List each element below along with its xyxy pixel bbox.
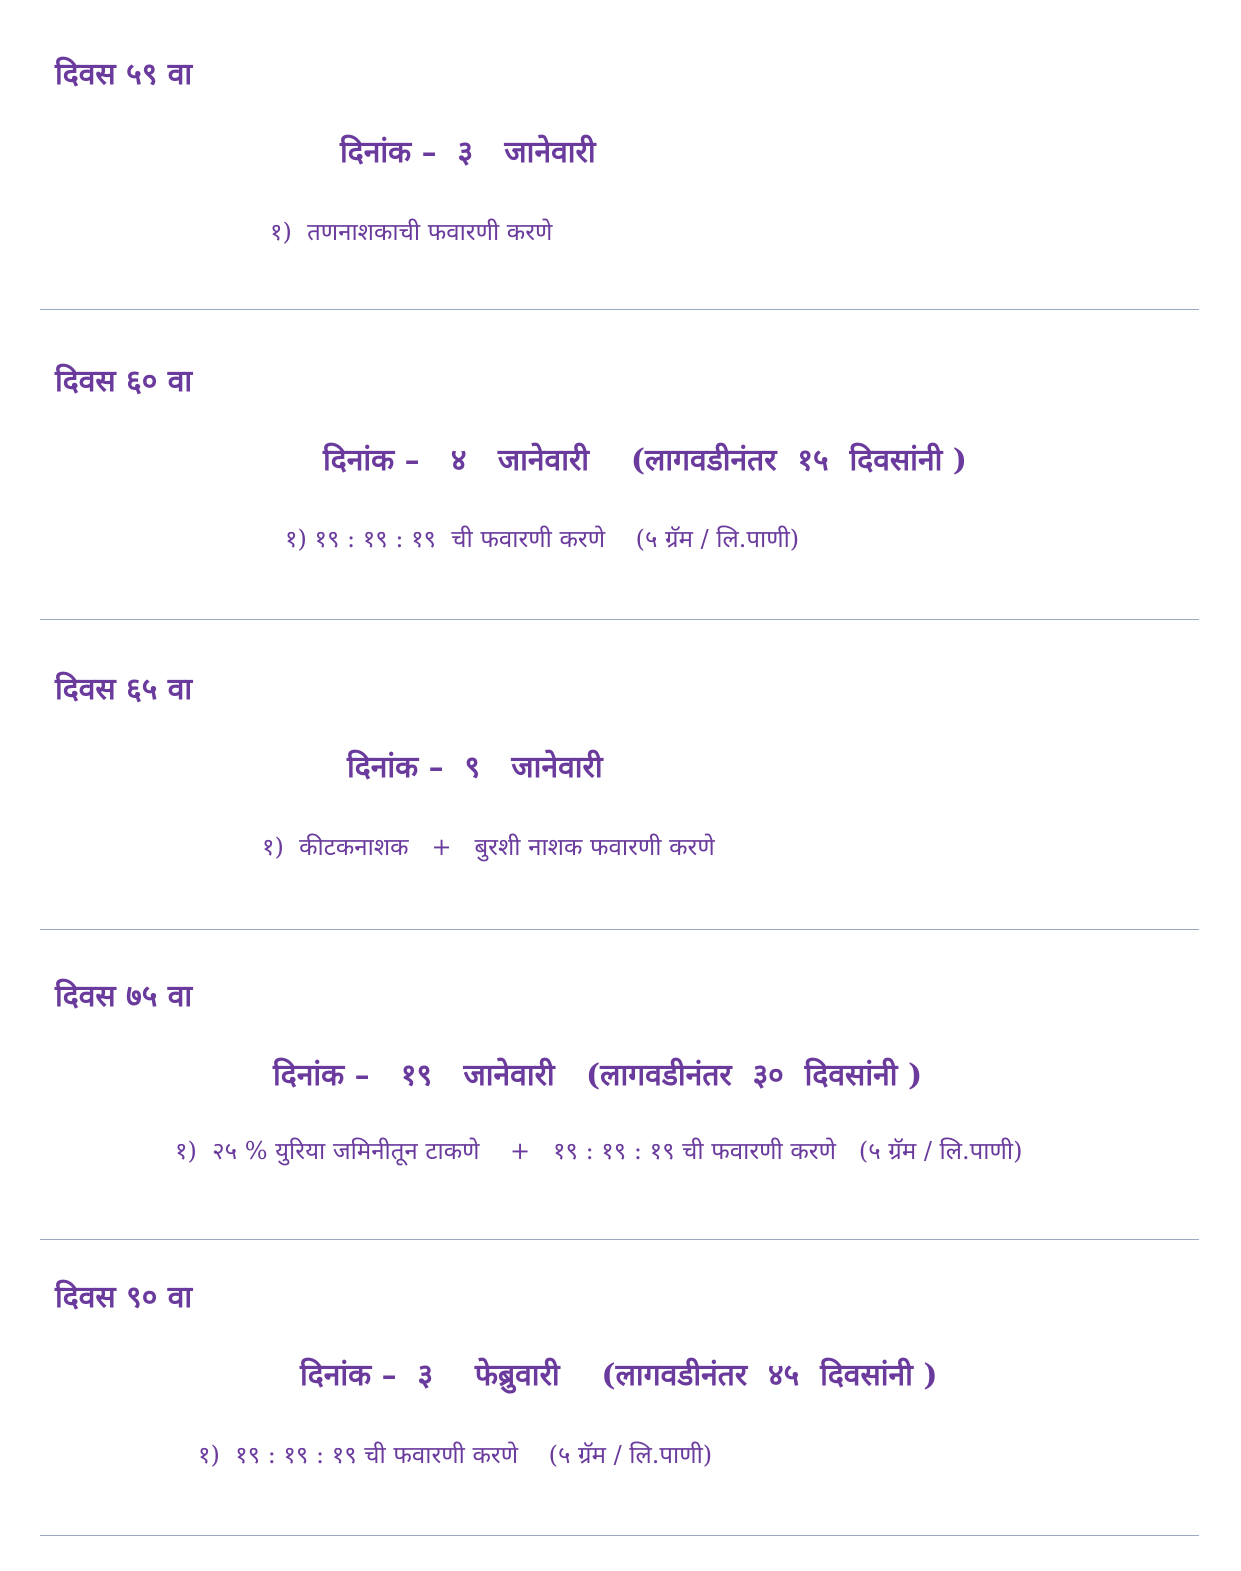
task-item: १) २५ % युरिया जमिनीतून टाकणे + १९ : १९ : १९ ची फवारणी करणे (५ ग्रॅम / लि.पाणी) — [175, 1137, 1023, 1165]
schedule-section-day-60 — [0, 309, 1241, 619]
task-item: १) १९ : १९ : १९ ची फवारणी करणे (५ ग्रॅम / लि.पाणी) — [285, 525, 800, 553]
task-item: १) तणनाशकाची फवारणी करणे — [270, 218, 553, 246]
date-heading: दिनांक – ९ जानेवारी — [347, 750, 603, 785]
date-heading: दिनांक – ४ जानेवारी (लागवडीनंतर १५ दिवसांनी ) — [323, 443, 967, 478]
section-divider — [40, 1535, 1199, 1536]
day-heading: दिवस ६५ वा — [55, 672, 193, 707]
schedule-section-day-65 — [0, 619, 1241, 929]
schedule-section-day-59 — [0, 0, 1241, 310]
date-heading: दिनांक – ३ फेब्रुवारी (लागवडीनंतर ४५ दिवसांनी ) — [300, 1358, 938, 1393]
task-item: १) १९ : १९ : १९ ची फवारणी करणे (५ ग्रॅम / लि.पाणी) — [198, 1441, 713, 1469]
day-heading: दिवस ९० वा — [55, 1280, 193, 1315]
day-heading: दिवस ५९ वा — [55, 57, 193, 92]
date-heading: दिनांक – ३ जानेवारी — [340, 135, 596, 170]
day-heading: दिवस ७५ वा — [55, 979, 193, 1014]
schedule-section-day-90 — [0, 1239, 1241, 1549]
date-heading: दिनांक – १९ जानेवारी (लागवडीनंतर ३० दिवसांनी ) — [273, 1058, 923, 1093]
task-item: १) कीटकनाशक + बुरशी नाशक फवारणी करणे — [262, 833, 715, 861]
schedule-section-day-75 — [0, 929, 1241, 1239]
day-heading: दिवस ६० वा — [55, 364, 193, 399]
